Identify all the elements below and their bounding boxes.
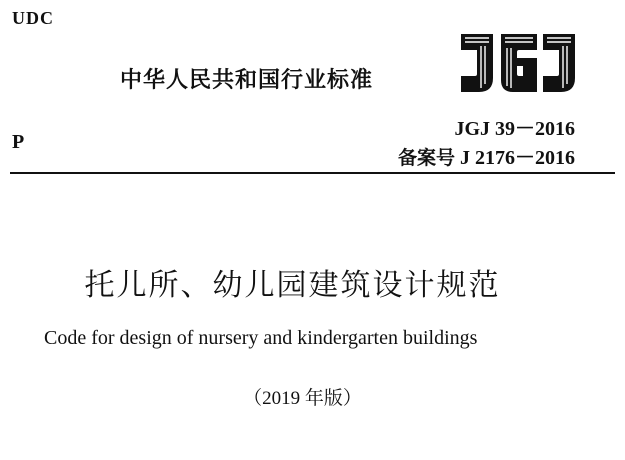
record-number — [398, 141, 575, 170]
standard-code: JGJ 39－2016 — [454, 118, 575, 140]
title-chinese: 托儿所、幼儿园建筑设计规范 — [84, 268, 501, 303]
logo-letter-j2 — [543, 34, 575, 92]
record-label: 备案号 — [397, 147, 455, 169]
logo-letter-j1 — [461, 34, 493, 92]
record-code: J 2176－2016 — [460, 147, 575, 169]
jgj-logo — [455, 28, 580, 98]
standard-category: 中华人民共和国行业标准 — [120, 68, 374, 93]
logo-letter-g — [501, 34, 537, 92]
udc-label: UDC — [12, 8, 54, 28]
title-english: Code for design of nursery and kindergarten buildings — [44, 327, 478, 349]
classification-mark: P — [12, 131, 25, 153]
edition-label: （2019 年版） — [243, 388, 362, 409]
header-divider — [10, 172, 615, 174]
